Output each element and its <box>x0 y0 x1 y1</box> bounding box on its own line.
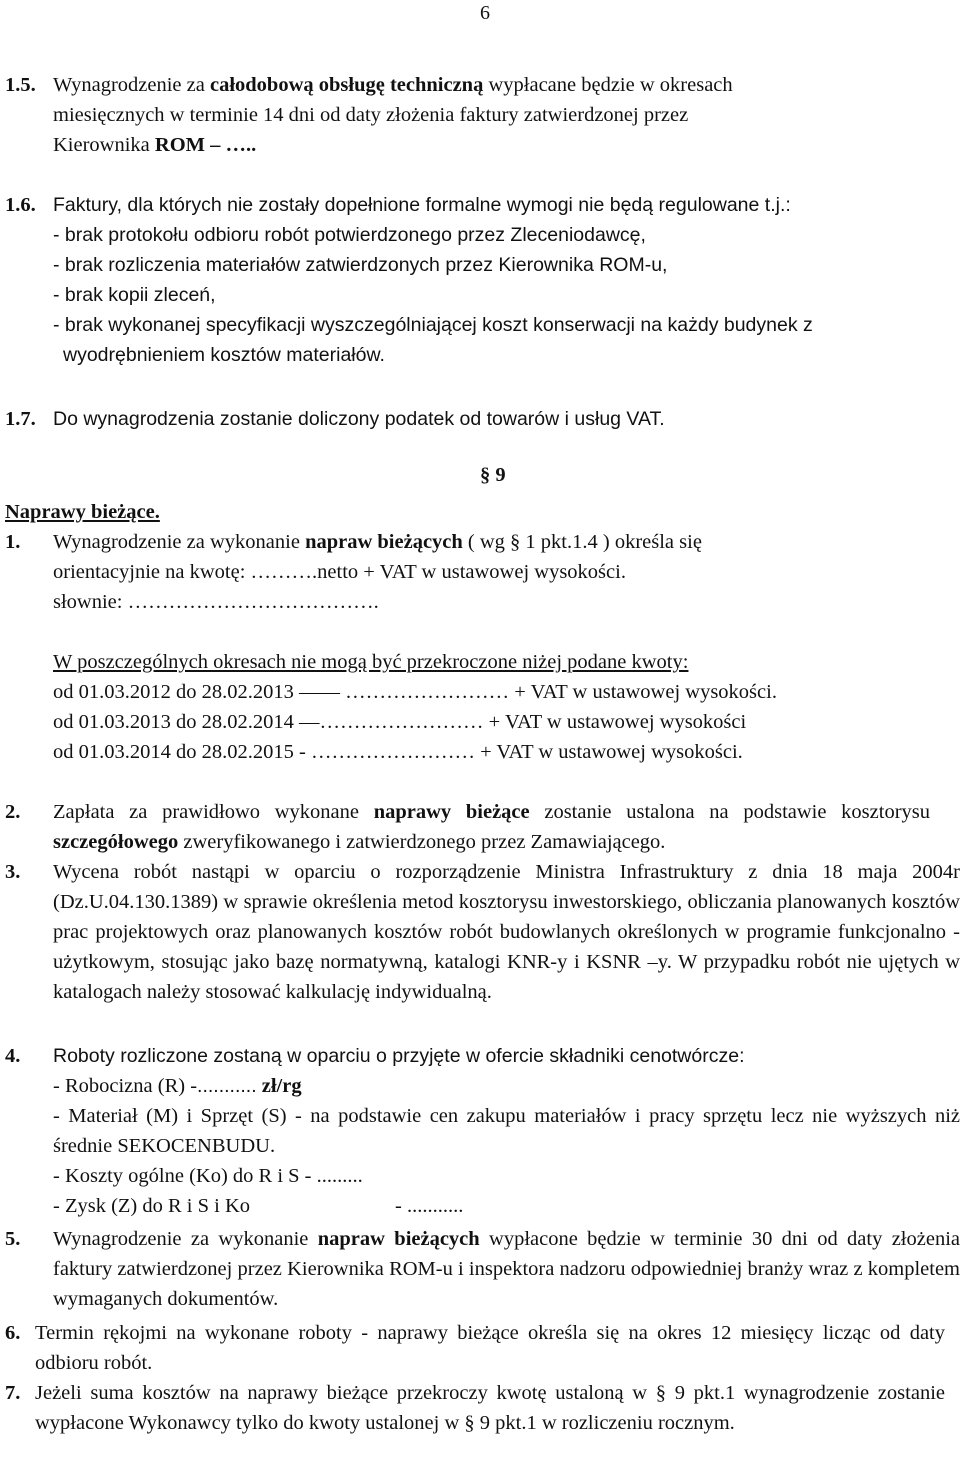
page-number: 6 <box>480 2 490 24</box>
period-line: od 01.03.2012 do 28.02.2013 —— …………………… + VAT w ustawowej wysokości. <box>53 681 777 703</box>
bold-text: szczegółowego <box>53 831 179 853</box>
section-number: 1.5. <box>5 74 36 96</box>
text: Wynagrodzenie za <box>53 74 210 96</box>
list-item: - brak kopii zleceń, <box>53 284 216 306</box>
paragraph-text: Termin rękojmi na wykonane roboty - naprawy bieżące określa się na okres 12 miesięcy licząc od daty odbioru robót. <box>35 1322 945 1374</box>
paragraph-text: Wycena robót nastąpi w oparciu o rozporządzenie Ministra Infrastruktury z dnia 18 maja 2004r (Dz.U.04.130.1389) w sprawie określenia metod kosztorysu inwestorskiego, obliczania planowanych kosztów prac projektowych oraz planowanych kosztów robót budowlanych określonych w programie funkcjonalno - użytkowym, stosując jako bazę normatywną, katalogi KNR-y i KSNR –y. W przypadku robót nie ujętych w katalogach należy stosować kalkulację indywidualną. <box>53 861 960 1003</box>
paragraph-number: 7. <box>5 1382 21 1404</box>
text: ........... <box>197 1075 257 1097</box>
bold-text: napraw bieżących <box>305 531 463 553</box>
section-number: 1.7. <box>5 408 36 430</box>
text: - Robocizna (R) - <box>53 1075 198 1097</box>
list-item: - brak rozliczenia materiałów zatwierdzonych przez Kierownika ROM-u, <box>53 254 668 276</box>
paragraph-number: 3. <box>5 861 21 883</box>
amount-words-line: słownie: ………………………………. <box>53 591 379 613</box>
section-1-7 <box>5 404 960 434</box>
paragraph-1 <box>5 527 960 767</box>
text: Kierownika <box>53 134 155 156</box>
paragraph-3 <box>5 857 960 1007</box>
paragraph-7 <box>5 1378 960 1438</box>
text: Do wynagrodzenia zostanie doliczony podatek od towarów i usług VAT. <box>53 408 665 430</box>
bold-text: napraw bieżących <box>317 1228 480 1250</box>
section-title: Naprawy bieżące. <box>5 501 160 523</box>
text: zweryfikowanego i zatwierdzonego przez Zamawiającego. <box>178 831 666 853</box>
paragraph-4 <box>5 1041 960 1221</box>
paragraph-2 <box>5 797 960 857</box>
text-line: - Materiał (M) i Sprzęt (S) - na podstawie cen zakupu materiałów i pracy sprzętu lecz nie wyższych niż średnie SEKOCENBUDU. <box>53 1105 960 1157</box>
bold-text: ROM – ….. <box>154 134 257 156</box>
paragraph-5 <box>5 1224 960 1314</box>
section-1-5 <box>5 70 960 160</box>
bold-text: zł/rg <box>256 1075 302 1097</box>
paragraph-number: 1. <box>5 531 21 553</box>
section-symbol: § 9 <box>480 464 506 486</box>
paragraph-number: 2. <box>5 801 21 823</box>
text: wypłacone będzie w terminie 30 dni od daty złożenia faktury zatwierdzonej przez Kierownika ROM-u i inspektora nadzoru odpowiedniej branży wraz z kompletem wymaganych dokumentów. <box>53 1228 960 1310</box>
text: Wynagrodzenie za wykonanie <box>53 531 306 553</box>
text: Zapłata za prawidłowo wykonane <box>53 801 374 823</box>
periods-heading: W poszczególnych okresach nie mogą być przekroczone niżej podane kwoty: <box>53 651 689 673</box>
bold-text: naprawy bieżące <box>373 801 530 823</box>
amount-line: orientacyjnie na kwotę: ……….netto + VAT w ustawowej wysokości. <box>53 561 626 583</box>
text: wypłacane będzie w okresach <box>483 74 733 96</box>
section-number: 1.6. <box>5 194 36 216</box>
text-line: - Koszty ogólne (Ko) do R i S - ......... <box>53 1165 363 1187</box>
paragraph-number: 5. <box>5 1228 21 1250</box>
paragraph-number: 4. <box>5 1045 21 1067</box>
text: ( wg § 1 pkt.1.4 ) określa się <box>462 531 702 553</box>
text-line: Roboty rozliczone zostaną w oparciu o przyjęte w ofercie składniki cenotwórcze: <box>53 1045 745 1067</box>
section-1-6 <box>5 190 960 370</box>
text: - ........... <box>395 1195 464 1217</box>
text-line: miesięcznych w terminie 14 dni od daty złożenia faktury zatwierdzonej przez <box>53 104 689 126</box>
text: zostanie ustalona na podstawie kosztorysu <box>529 801 931 823</box>
paragraph-text: Jeżeli suma kosztów na naprawy bieżące przekroczy kwotę ustaloną w § 9 pkt.1 wynagrodzenie zostanie wypłacone Wykonawcy tylko do kwoty ustalonej w § 9 pkt.1 w rozliczeniu rocznym. <box>35 1382 945 1434</box>
text: Faktury, dla których nie zostały dopełnione formalne wymogi nie będą regulowane t.j.: <box>53 194 791 216</box>
text: - Zysk (Z) do R i S i Ko <box>53 1195 251 1217</box>
text: Wynagrodzenie za wykonanie <box>53 1228 318 1250</box>
list-item: - brak wykonanej specyfikacji wyszczególniającej koszt konserwacji na każdy budynek z <box>53 314 813 336</box>
list-item: - brak protokołu odbioru robót potwierdzonego przez Zleceniodawcę, <box>53 224 646 246</box>
paragraph-6 <box>5 1318 960 1378</box>
bold-text: całodobową obsługę techniczną <box>209 74 484 96</box>
paragraph-number: 6. <box>5 1322 21 1344</box>
period-line: od 01.03.2014 do 28.02.2015 - …………………… + VAT w ustawowej wysokości. <box>53 741 743 763</box>
period-line: od 01.03.2013 do 28.02.2014 —…………………… + VAT w ustawowej wysokości <box>53 711 747 733</box>
list-item-continued: wyodrębnieniem kosztów materiałów. <box>63 344 385 366</box>
